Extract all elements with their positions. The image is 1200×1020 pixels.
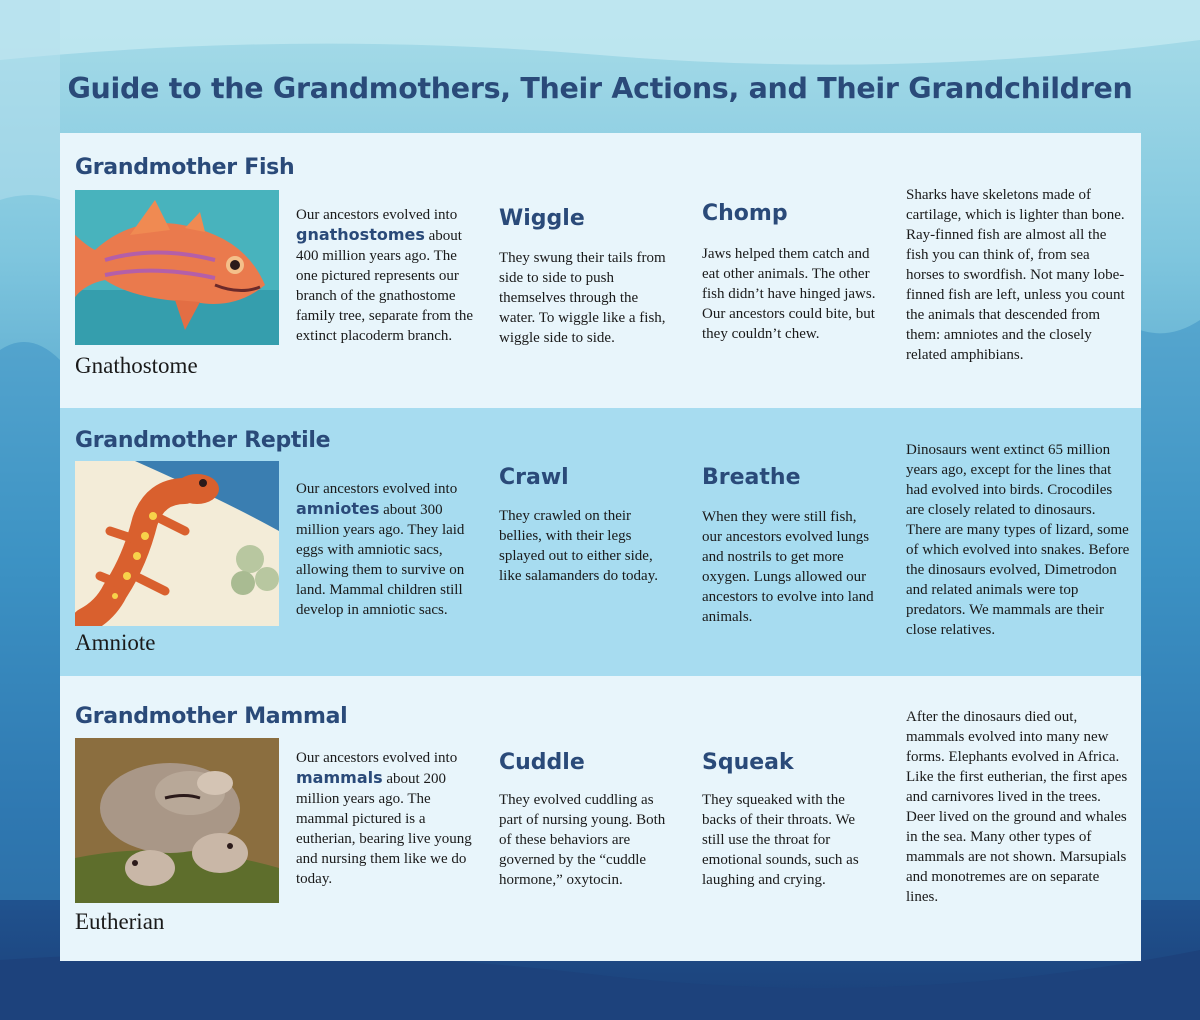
action-1-title: Cuddle [499,750,585,775]
section-fish [60,133,1141,408]
fish-illustration [75,190,279,345]
image-caption: Amniote [75,630,156,655]
page-title: Guide to the Grandmothers, Their Actions, and Their Grandchildren [67,72,1133,105]
salamander-illustration [75,461,279,626]
image-caption: Eutherian [75,909,165,934]
action-2-text: When they were still fish, our ancestors evolved lungs and nostrils to get more oxygen. Lungs allowed our ancestors to evolve into land animals. [702,509,874,625]
side-note: Dinosaurs went extinct 65 million years ago, except for the lines that had evolved into birds. Crocodiles are closely related to dinosaurs. There are many types of lizard, some of which evolved into snakes. Before the dinosaurs evolved, Dimetrodon and related animals were top predators. We mammals are their close relatives. [906,442,1130,638]
key-term: gnathostomes [296,225,425,244]
section-description: Our ancestors evolved into gnathostomes about 400 million years ago. The one pictured represents our branch of the gnathostome family tree, separate from the extinct placoderm branch. [296,207,473,344]
side-note: Sharks have skeletons made of cartilage, which is lighter than bone. Ray-finned fish are almost all the fish you can think of, from sea horses to swordfish. Not many lobe-finned fish are left, unless you count the animals that descended from them: amniotes and the closely related amphibians. [906,187,1125,363]
action-2-title: Breathe [702,465,801,490]
key-term: amniotes [296,499,380,518]
action-2-text: They squeaked with the backs of their throats. We still use the throat for emotional sounds, such as laughing and crying. [702,792,859,888]
section-description: Our ancestors evolved into amniotes about 300 million years ago. They laid eggs with amniotic sacs, allowing them to survive on land. Mammal children still develop in amniotic sacs. [296,481,465,618]
section-reptile [60,408,1141,676]
action-2-title: Squeak [702,750,794,775]
action-1-title: Wiggle [499,206,585,231]
side-note: After the dinosaurs died out, mammals evolved into many new forms. Elephants evolved in Africa. Like the first eutherian, the first apes and carnivores lived in the trees. Deer lived on the ground and whales in the sea. Many other types of mammals are not shown. Marsupials and monotremes are on separate lines. [906,709,1128,905]
action-2-text: Jaws helped them catch and eat other animals. The other fish didn’t have hinged jaws. Our ancestors could bite, but they couldn’t chew. [702,246,876,342]
action-2-title: Chomp [702,201,788,226]
key-term: mammals [296,768,383,787]
mammal-family-illustration [75,738,279,903]
section-heading: Grandmother Mammal [75,704,348,729]
image-caption: Gnathostome [75,353,198,378]
section-mammal [60,676,1141,961]
action-1-text: They evolved cuddling as part of nursing young. Both of these behaviors are governed by the “cuddle hormone,” oxytocin. [499,792,666,888]
action-1-text: They crawled on their bellies, with their legs splayed out to either side, like salamanders do today. [499,508,658,584]
action-1-title: Crawl [499,465,569,490]
action-1-text: They swung their tails from side to side to push themselves through the water. To wiggle like a fish, wiggle side to side. [499,250,666,346]
section-heading: Grandmother Reptile [75,428,331,453]
section-heading: Grandmother Fish [75,155,295,180]
section-description: Our ancestors evolved into mammals about 200 million years ago. The mammal pictured is a eutherian, bearing live young and nursing them like we do today. [296,750,472,887]
